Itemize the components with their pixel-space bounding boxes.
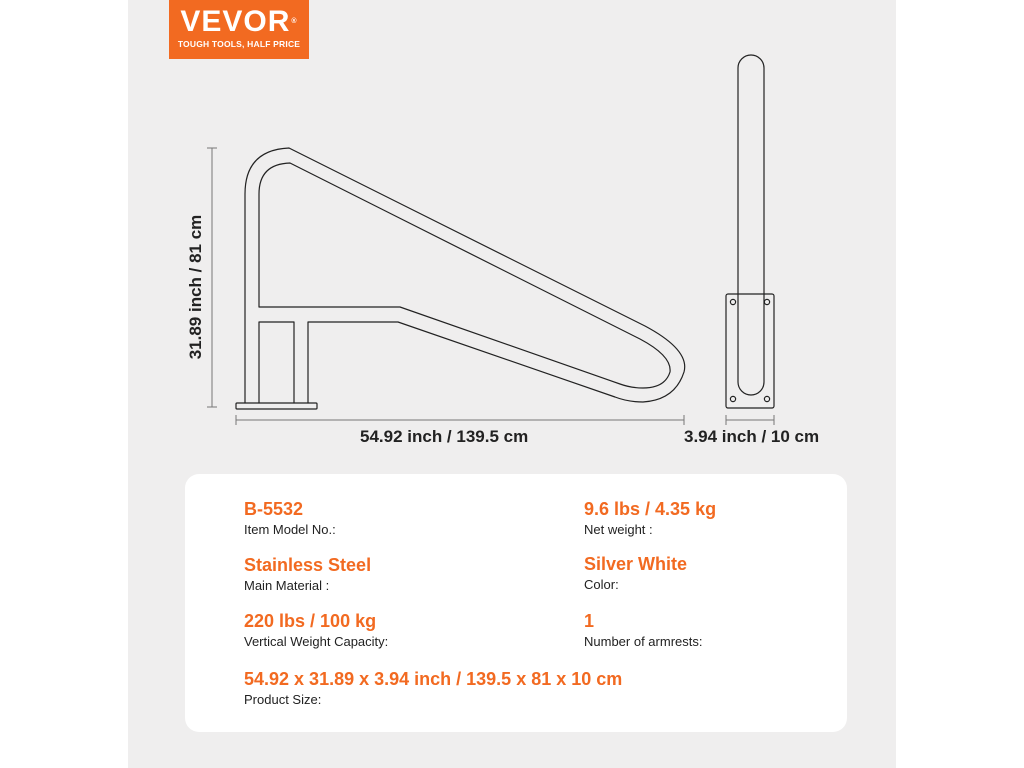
spec-armrests [584,611,702,650]
spec-armrests-label: Number of armrests: [584,634,703,649]
spec-size-label: Product Size: [244,692,322,707]
registered-mark-icon: ® [291,18,298,25]
spec-material-label: Main Material : [244,578,330,593]
spec-capacity-label: Vertical Weight Capacity: [244,634,389,649]
spec-model-label: Item Model No.: [244,522,336,537]
mounting-hole-icon [730,299,735,304]
depth-dimension-label: 3.94 inch / 10 cm [684,427,820,446]
brand-name: VEVOR [180,5,291,38]
spec-material-value: Stainless Steel [244,555,372,575]
mounting-hole-icon [764,299,769,304]
handrail-side-inner-outline [259,163,670,388]
spec-color-value: Silver White [584,554,688,574]
width-dimension-label: 54.92 inch / 139.5 cm [360,427,529,446]
spec-model [244,499,336,538]
handrail-base-plate [236,403,317,409]
spec-size [244,669,622,708]
handrail-front-post [738,55,764,395]
height-dimension-label: 31.89 inch / 81 cm [186,214,205,360]
brand-tagline: TOUGH TOOLS, HALF PRICE [177,39,301,49]
mounting-hole-icon [764,396,769,401]
specifications-card [185,474,847,732]
spec-net-weight-value: 9.6 lbs / 4.35 kg [584,499,717,519]
spec-size-value: 54.92 x 31.89 x 3.94 inch / 139.5 x 81 x 10 cm [244,669,623,689]
handrail-support-post [259,322,294,403]
mounting-hole-icon [730,396,735,401]
spec-armrests-value: 1 [584,611,595,631]
spec-capacity [244,611,388,650]
handrail-mounting-plate [726,294,774,408]
spec-material [244,555,371,594]
spec-capacity-value: 220 lbs / 100 kg [244,611,377,631]
spec-color [584,554,687,593]
spec-net-weight-label: Net weight : [584,522,653,537]
handrail-side-outline [245,148,685,403]
spec-net-weight [584,499,716,538]
spec-color-label: Color: [584,577,619,592]
spec-model-value: B-5532 [244,499,304,519]
